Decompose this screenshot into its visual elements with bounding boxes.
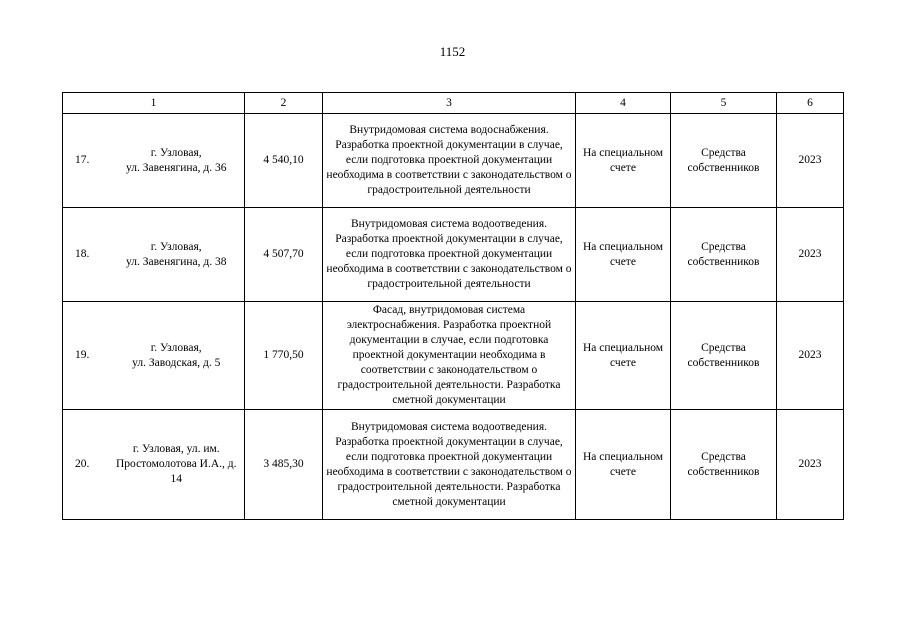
- row-source: Средства собственников: [671, 410, 777, 520]
- header-col-5: 5: [671, 93, 777, 114]
- works-table: [62, 92, 844, 520]
- row-address: [109, 208, 245, 302]
- address-line-1: г. Узловая,: [150, 146, 202, 159]
- row-number: 18.: [63, 208, 109, 302]
- row-description: Внутридомовая система водоснабжения. Разработка проектной документации в случае, если подготовка проектной документации необходима в соответствии с законодательством о градостроительной деятельности: [323, 114, 576, 208]
- row-source: Средства собственников: [671, 208, 777, 302]
- header-col-6: 6: [777, 93, 844, 114]
- address-line-1: г. Узловая,: [150, 341, 202, 354]
- table-row: [63, 302, 844, 410]
- row-address: г. Узловая, ул. им. Простомолотова И.А., д. 14: [109, 410, 245, 520]
- row-year: 2023: [777, 114, 844, 208]
- address-line-2: ул. Завенягина, д. 38: [126, 255, 227, 268]
- row-amount: 4 540,10: [245, 114, 323, 208]
- address-line-2: ул. Заводская, д. 5: [132, 356, 221, 369]
- row-address: [109, 114, 245, 208]
- address-line-2: ул. Завенягина, д. 36: [126, 161, 227, 174]
- row-number: 20.: [63, 410, 109, 520]
- row-description: Внутридомовая система водоотведения. Разработка проектной документации в случае, если подготовка проектной документации необходима в соответствии с законодательством о градостроительной деятельности. Разработка сметной документации: [323, 410, 576, 520]
- row-number: 19.: [63, 302, 109, 410]
- header-col-4: 4: [576, 93, 671, 114]
- header-col-1: 1: [63, 93, 245, 114]
- header-col-2: 2: [245, 93, 323, 114]
- header-row: [63, 93, 844, 114]
- row-account: На специальном счете: [576, 410, 671, 520]
- row-year: 2023: [777, 410, 844, 520]
- row-amount: 3 485,30: [245, 410, 323, 520]
- row-account: На специальном счете: [576, 208, 671, 302]
- row-account: На специальном счете: [576, 114, 671, 208]
- header-col-3: 3: [323, 93, 576, 114]
- row-amount: 4 507,70: [245, 208, 323, 302]
- address-line-1: г. Узловая,: [150, 240, 202, 253]
- row-description: Внутридомовая система водоотведения. Разработка проектной документации в случае, если подготовка проектной документации необходима в соответствии с законодательством о градостроительной деятельности: [323, 208, 576, 302]
- row-amount: 1 770,50: [245, 302, 323, 410]
- row-address: [109, 302, 245, 410]
- row-number: 17.: [63, 114, 109, 208]
- row-source: Средства собственников: [671, 114, 777, 208]
- page-number: 1152: [439, 44, 466, 59]
- table-row: [63, 208, 844, 302]
- row-year: 2023: [777, 302, 844, 410]
- table-row: [63, 114, 844, 208]
- row-account: На специальном счете: [576, 302, 671, 410]
- row-year: 2023: [777, 208, 844, 302]
- row-source: Средства собственников: [671, 302, 777, 410]
- table-row: [63, 410, 844, 520]
- row-description: Фасад, внутридомовая система электроснабжения. Разработка проектной документации в случае, если подготовка проектной документации необходима в соответствии с законодательством о градостроительной деятельности. Разработка сметной документации: [323, 302, 576, 410]
